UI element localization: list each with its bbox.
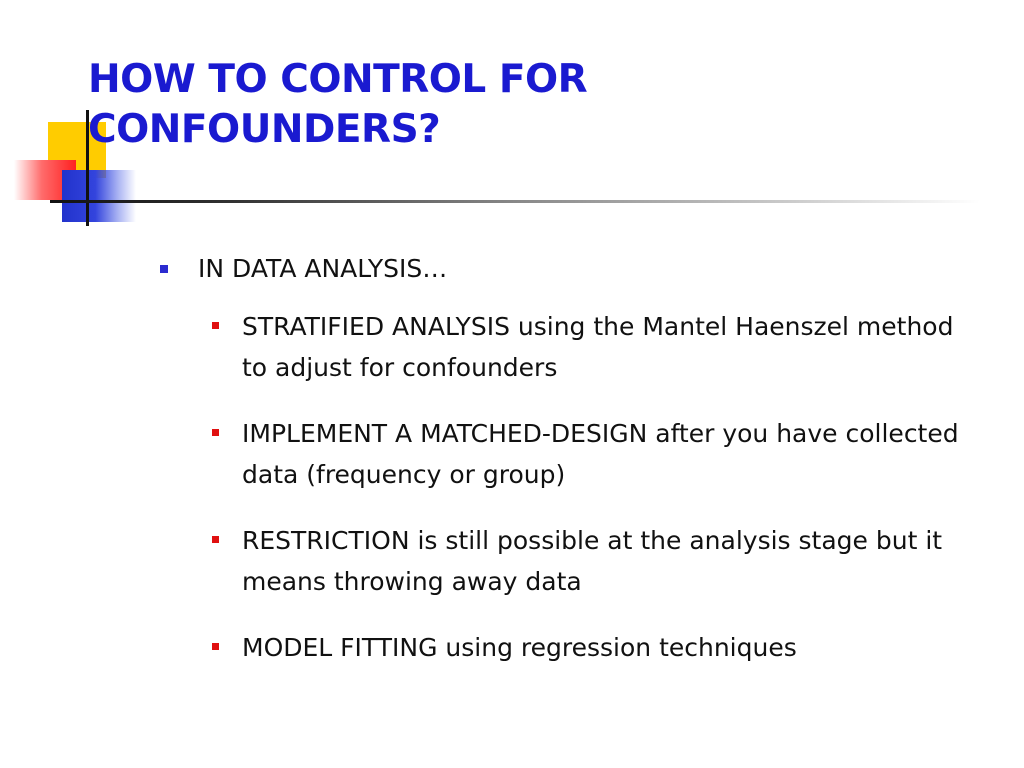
bullet-level2-item — [204, 306, 982, 388]
bullet-level1-text: IN DATA ANALYSIS… — [198, 254, 448, 283]
square-bullet-icon — [212, 322, 219, 329]
bullet-level2-text: STRATIFIED ANALYSIS using the Mantel Haenszel method to adjust for confounders — [242, 312, 954, 382]
decorative-blue-square — [62, 170, 136, 222]
slide-body — [160, 250, 1010, 693]
bullet-level2-text: MODEL FITTING using regression techniques — [242, 633, 797, 662]
slide-title: HOW TO CONTROL FOR CONFOUNDERS? — [88, 57, 588, 152]
square-bullet-icon — [212, 429, 219, 436]
bullet-level2-item — [204, 520, 982, 602]
bullet-level2-item — [204, 627, 982, 668]
bullet-level2-text: IMPLEMENT A MATCHED-DESIGN after you have collected data (frequency or group) — [242, 419, 959, 489]
square-bullet-icon — [212, 536, 219, 543]
bullet-level2-text: RESTRICTION is still possible at the analysis stage but it means throwing away data — [242, 526, 943, 596]
title-underline-rule — [50, 200, 980, 203]
square-bullet-icon — [212, 643, 219, 650]
bullet-level2-item — [204, 413, 982, 495]
square-bullet-icon — [160, 265, 168, 273]
bullet-level1 — [160, 250, 1010, 288]
